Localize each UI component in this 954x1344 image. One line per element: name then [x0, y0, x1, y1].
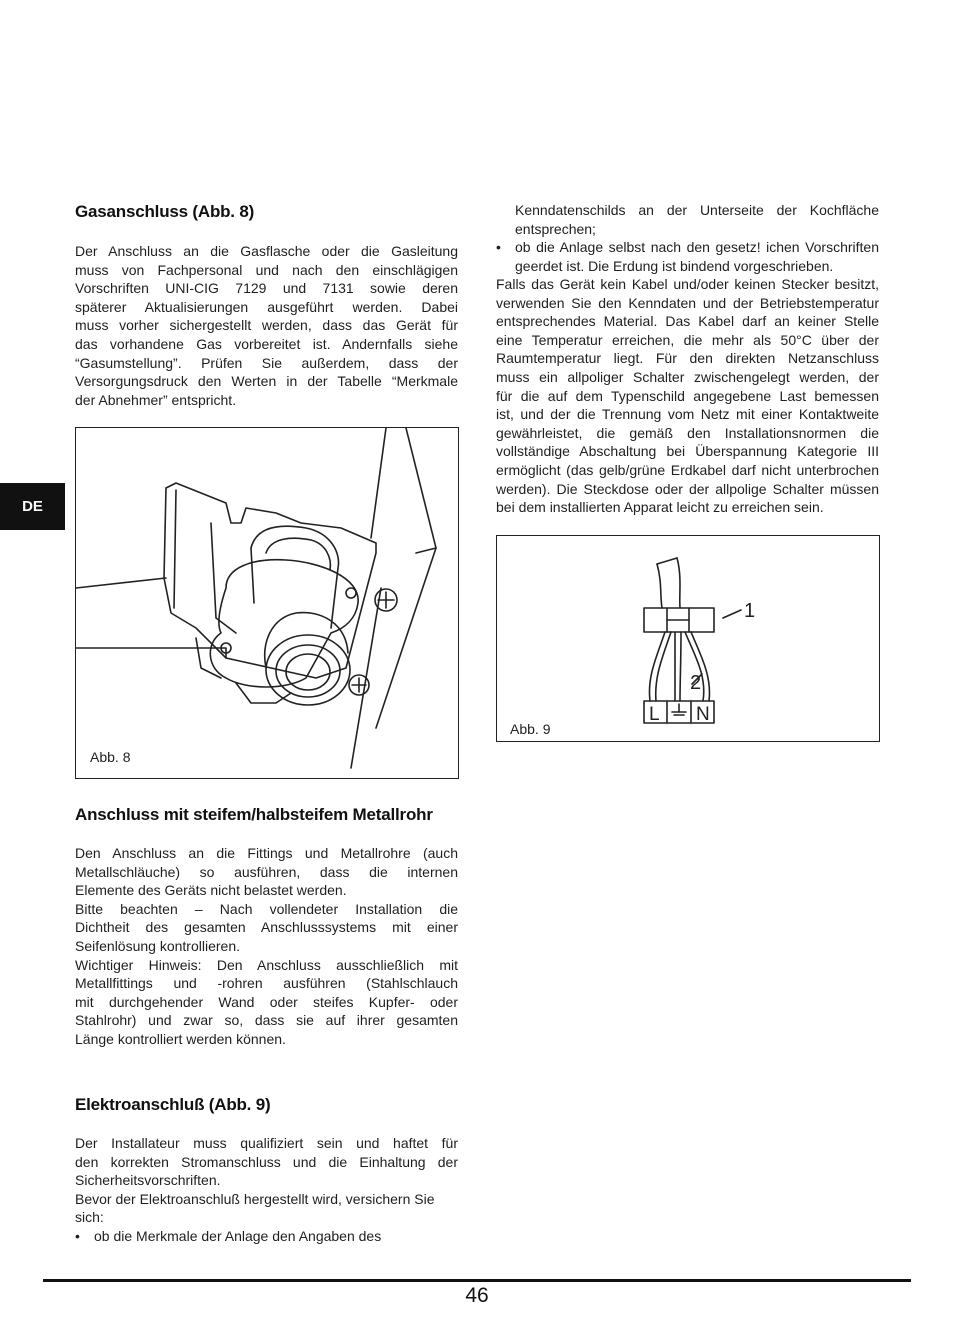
text-line: entsprechendes Material. Das Kabel darf an keiner Stelle	[496, 313, 879, 330]
text-line: Bevor der Elektroanschluß hergestellt wird, versichern Sie	[75, 1190, 435, 1207]
text-line: eine Temperatur erreichen, die mehr als 50°C über der	[496, 331, 879, 348]
bullet-marker: •	[496, 239, 501, 255]
figure-8-caption: Abb. 8	[90, 749, 131, 765]
figure-9-caption: Abb. 9	[510, 721, 551, 737]
cable-paragraph	[496, 275, 879, 517]
text-line: “Gasumstellung”. Prüfen Sie außerdem, dass der	[75, 354, 458, 371]
text-line: Falls das Gerät kein Kabel und/oder keinen Stecker besitzt,	[496, 276, 879, 292]
text-line: Der Anschluss an die Gasflasche oder die Gasleitung	[75, 243, 458, 259]
metal-pipe-heading: Anschluss mit steifem/halbsteifem Metallrohr	[75, 805, 433, 824]
bullet-item	[496, 238, 879, 275]
text-line: Bitte beachten – Nach vollendeter Installation die	[75, 900, 458, 917]
text-line: der Abnehmer” entspricht.	[75, 391, 237, 408]
electrical-heading: Elektroanschluß (Abb. 9)	[75, 1095, 271, 1114]
text-line: ist, und der die Trennung vom Netz mit einer Kontaktweite	[496, 406, 879, 423]
gas-connector-illustration	[76, 428, 458, 778]
text-line: verwenden Sie den Kenndaten und der Betriebstemperatur	[496, 294, 879, 311]
page-number: 46	[465, 1284, 489, 1307]
text-line: entsprechen;	[515, 220, 596, 237]
text-line: späterer Aktualisierungen ausgeführt werden. Dabei	[75, 298, 458, 315]
callout-2-label: 2	[690, 672, 702, 694]
bullet-text: ob die Merkmale der Anlage den Angaben des	[94, 1228, 382, 1244]
terminal-n-label: N	[696, 704, 710, 725]
metal-pipe-paragraph	[75, 844, 458, 1049]
text-line: Den Anschluss an die Fittings und Metallrohre (auch	[75, 845, 458, 861]
text-line: vollständige Abschaltung bei Überspannung Kategorie III	[496, 443, 879, 460]
text-line: für die auf dem Typenschild angegebene Last bemessen	[496, 387, 879, 404]
text-line: muss ein allpoliger Schalter zwischengelegt werden, der	[496, 368, 879, 385]
text-line: werden). Die Steckdose oder der allpolige Schalter müssen	[496, 480, 879, 497]
text-line: Dichtheit des gesamten Anschlusssystems mit einer	[75, 919, 458, 936]
text-line: Kenndatenschilds an der Unterseite der Kochfläche	[515, 202, 879, 218]
bullet-continuation	[515, 201, 879, 238]
text-line: Elemente des Geräts nicht belastet werden.	[75, 882, 347, 899]
gas-heading: Gasanschluss (Abb. 8)	[75, 202, 255, 221]
text-line: bei dem installierten Apparat leicht zu erreichen sein.	[496, 499, 824, 516]
bullet-text: ob die Anlage selbst nach den gesetz! ichen Vorschriften	[515, 239, 879, 255]
text-line: das vorhandene Gas vorbereitet ist. Andernfalls siehe	[75, 335, 458, 352]
footer-rule	[43, 1279, 911, 1282]
callout-1-label: 1	[744, 600, 756, 622]
figure-9	[496, 535, 880, 742]
text-line: den korrekten Stromanschluss und die Einhaltung der	[75, 1153, 458, 1170]
text-line: Sicherheitsvorschriften.	[75, 1172, 221, 1189]
text-line: muss vorher sichergestellt werden, dass das Gerät für	[75, 317, 458, 334]
text-line: Metallfittings und -rohren ausführen (Stahlschlauch	[75, 975, 458, 992]
text-line: Vorschriften UNI-CIG 7129 und 7131 sowie deren	[75, 280, 458, 297]
text-line: sich:	[75, 1209, 104, 1226]
bullet-marker: •	[75, 1228, 80, 1244]
language-tab: DE	[0, 483, 65, 530]
electrical-paragraph	[75, 1134, 458, 1227]
gas-paragraph	[75, 242, 458, 409]
text-line: muss von Fachpersonal und nach den einschlägigen	[75, 261, 458, 278]
text-line: Raumtemperatur liegt. Für den direkten Netzanschluss	[496, 350, 879, 367]
text-line: Metallschläuche) so ausführen, dass die internen	[75, 863, 458, 880]
text-line: mit durchgehender Wand oder steifes Kupfer- oder	[75, 993, 458, 1010]
text-line: Länge kontrolliert werden können.	[75, 1030, 286, 1047]
text-line: Seifenlösung kontrollieren.	[75, 937, 240, 954]
terminal-l-label: L	[649, 704, 660, 725]
text-line: Wichtiger Hinweis: Den Anschluss ausschließlich mit	[75, 956, 458, 973]
text-line: gewährleistet, die gemäß den Installationsnormen die	[496, 424, 879, 441]
figure-8	[75, 427, 459, 779]
electrical-wiring-diagram	[497, 536, 879, 741]
text-line: Der Installateur muss qualifiziert sein und haftet für	[75, 1135, 458, 1151]
bullet-text: geerdet ist. Die Erdung ist bindend vorgeschrieben.	[515, 257, 834, 274]
text-line: Versorgungsdruck den Werten in der Tabelle “Merkmale	[75, 373, 458, 390]
text-line: Stahlrohr) und zwar so, dass sie auf ihrer gesamten	[75, 1012, 458, 1029]
bullet-item	[75, 1227, 458, 1246]
text-line: ermöglicht (das gelb/grüne Erdkabel darf nicht unterbrochen	[496, 461, 879, 478]
